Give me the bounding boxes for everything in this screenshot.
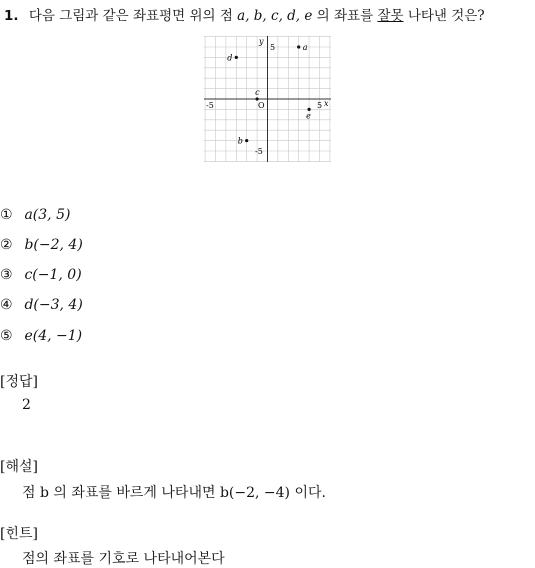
choice-2-text: b(−2, 4) [24,237,83,253]
choice-5-mark: ⑤ [0,328,13,344]
point-label-c: c [255,88,260,97]
choice-4-mark: ④ [0,297,13,313]
choice-3[interactable] [0,267,82,283]
choice-1-mark: ① [0,207,13,223]
point-c [256,97,259,100]
choice-1[interactable] [0,207,70,223]
question-points-list: a, b, c, d, e [237,8,313,24]
tick-label-x-neg: -5 [206,101,214,110]
question-underlined-word: 잘못 [377,8,404,24]
question-text-after: 나타낸 것은? [407,8,485,24]
answer-heading: [정답] [0,374,38,390]
choice-5[interactable] [0,328,82,344]
choice-2[interactable] [0,237,83,253]
point-b [245,139,248,142]
y-axis-label: y [259,37,264,46]
hint-heading: [힌트] [0,526,38,542]
choice-3-mark: ③ [0,267,13,283]
point-label-e: e [306,111,311,121]
answer-value: 2 [22,397,31,413]
choice-4[interactable] [0,297,83,313]
tick-label-x-pos: 5 [317,101,323,110]
explanation-heading: [해설] [0,459,38,475]
x-axis-label: x [324,99,329,108]
question-text-before: 다음 그림과 같은 좌표평면 위의 점 [28,8,233,24]
choice-3-text: c(−1, 0) [24,267,82,283]
explanation-text: 점 b 의 좌표를 바르게 나타내면 b(−2, −4) 이다. [22,485,326,501]
coordinate-plane-figure [204,36,331,162]
hint-text: 점의 좌표를 기호로 나타내어본다 [22,551,225,567]
choice-4-text: d(−3, 4) [24,297,83,313]
choice-2-mark: ② [0,237,13,253]
tick-label-y-pos: 5 [270,43,276,52]
point-d [235,56,238,59]
choice-1-text: a(3, 5) [24,207,71,223]
tick-label-y-neg: -5 [255,147,263,156]
question-number: 1. [4,8,19,24]
point-label-a: a [302,43,308,52]
question-stem [4,4,485,24]
point-a [297,45,300,48]
point-label-d: d [227,53,233,63]
choice-5-text: e(4, −1) [24,328,83,344]
origin-label: O [258,101,265,110]
question-text-mid: 의 좌표를 [316,8,374,24]
point-label-b: b [237,136,243,146]
